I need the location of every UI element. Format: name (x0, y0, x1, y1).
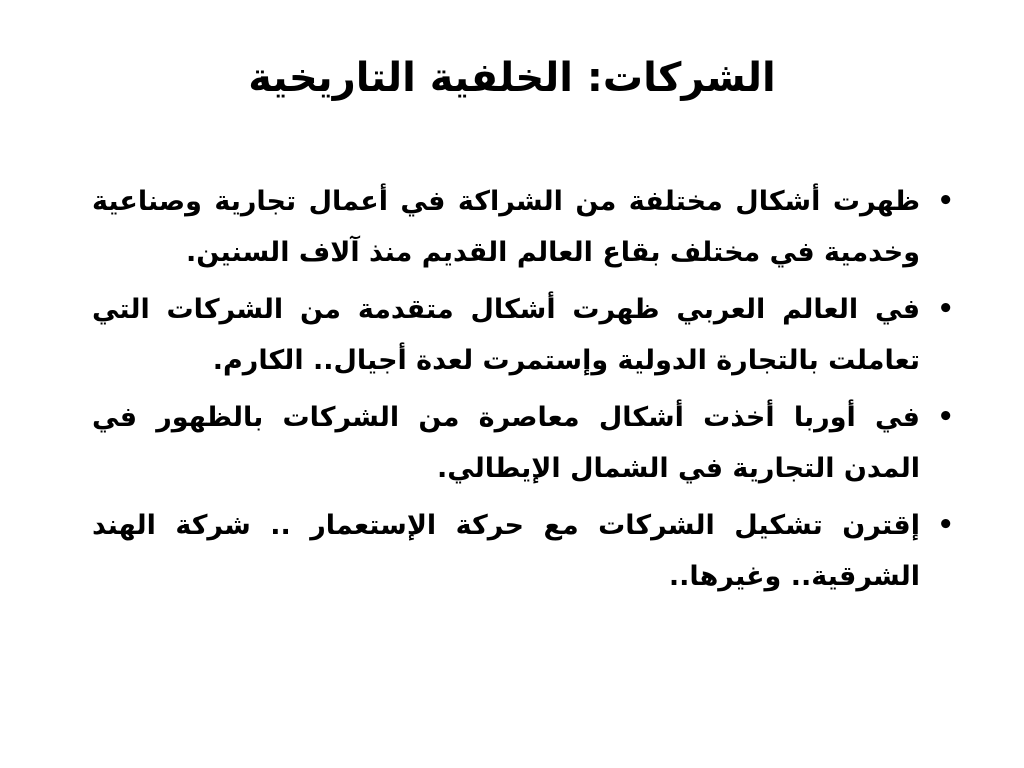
bullet-icon: • (937, 510, 954, 540)
bullet-text: في العالم العربي ظهرت أشكال متقدمة من الشركات التي تعاملت بالتجارة الدولية وإستمرت لعدة أجيال.. الكارم. (92, 294, 920, 376)
bullet-icon: • (937, 186, 954, 216)
bullet-icon: • (937, 294, 954, 324)
bullet-item-3 (92, 392, 954, 494)
bullet-text: إقترن تشكيل الشركات مع حركة الإستعمار .. شركة الهند الشرقية.. وغيرها.. (92, 510, 920, 592)
bullet-icon: • (937, 402, 954, 432)
bullet-item-1 (92, 176, 954, 278)
bullet-list (92, 176, 954, 608)
bullet-item-4 (92, 500, 954, 602)
slide-title: الشركات: الخلفية التاريخية (248, 55, 776, 101)
bullet-text: في أوربا أخذت أشكال معاصرة من الشركات بالظهور في المدن التجارية في الشمال الإيطالي. (92, 402, 920, 484)
bullet-text: ظهرت أشكال مختلفة من الشراكة في أعمال تجارية وصناعية وخدمية في مختلف بقاع العالم القديم منذ آلاف السنين. (92, 186, 920, 268)
bullet-item-2 (92, 284, 954, 386)
